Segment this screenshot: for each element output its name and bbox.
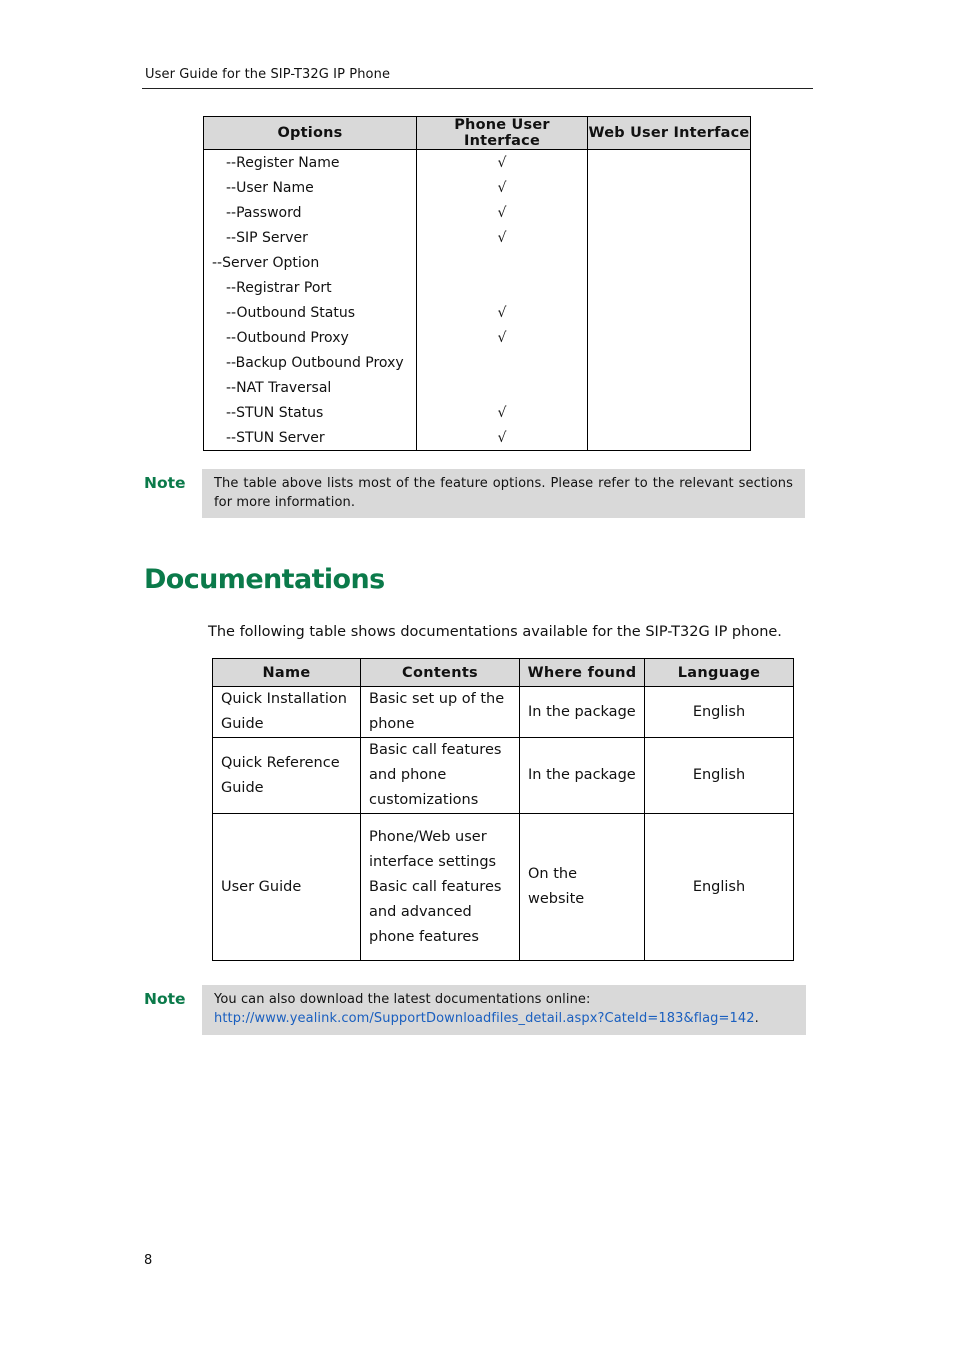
section-intro: The following table shows documentations available for the SIP-T32G IP phone. [208, 624, 782, 640]
option-name: --User Name [204, 175, 417, 200]
note-box [202, 469, 805, 518]
table-row [204, 425, 751, 451]
table-row [204, 150, 751, 176]
web-ui-check [588, 350, 751, 375]
phone-ui-check [417, 275, 588, 300]
note-box [202, 985, 806, 1035]
table-row [204, 375, 751, 400]
doc-name [213, 814, 361, 961]
documentation-table [212, 658, 794, 961]
doc-contents-line: Basic call features [369, 742, 502, 758]
note-label: Note [144, 474, 186, 492]
doc-contents-line: phone features [369, 928, 479, 945]
doc-language: English [645, 814, 794, 961]
table-row [204, 275, 751, 300]
doc-where-found: In the package [520, 687, 645, 738]
web-ui-check [588, 250, 751, 275]
table-row [204, 300, 751, 325]
table-row [213, 738, 794, 814]
doc-name-line: Guide [221, 716, 264, 732]
col-header-phone-ui: Phone User Interface [417, 117, 588, 150]
note-text: You can also download the latest documentations online: [214, 992, 591, 1007]
table-row [213, 687, 794, 738]
note-text: The table above lists most of the feature options. Please refer to the relevant sections for more information. [214, 476, 793, 510]
doc-where-found: On the website [520, 814, 645, 961]
section-heading: Documentations [144, 564, 385, 595]
table-row [204, 200, 751, 225]
options-table [203, 116, 751, 451]
doc-contents-line: interface settings [369, 853, 497, 870]
doc-contents-line: Phone/Web user [369, 828, 487, 845]
phone-ui-check: √ [417, 300, 588, 325]
running-header: User Guide for the SIP-T32G IP Phone [145, 67, 391, 82]
option-name: --Outbound Status [204, 300, 417, 325]
phone-ui-check [417, 250, 588, 275]
option-name: --Password [204, 200, 417, 225]
doc-where-found: In the package [520, 738, 645, 814]
phone-ui-check [417, 350, 588, 375]
table-row [204, 350, 751, 375]
table-row [204, 325, 751, 350]
option-name: --Backup Outbound Proxy [204, 350, 417, 375]
note-link-line [214, 1009, 794, 1028]
web-ui-check [588, 150, 751, 176]
col-header-options: Options [204, 117, 417, 150]
doc-contents-line: phone [369, 716, 415, 732]
doc-language: English [645, 687, 794, 738]
doc-language: English [645, 738, 794, 814]
web-ui-check [588, 425, 751, 451]
col-header-language: Language [645, 659, 794, 687]
note-label: Note [144, 990, 186, 1008]
phone-ui-check: √ [417, 200, 588, 225]
doc-name-line: User Guide [221, 878, 302, 895]
web-ui-check [588, 275, 751, 300]
option-name: --STUN Status [204, 400, 417, 425]
doc-contents-line: customizations [369, 792, 479, 808]
phone-ui-check: √ [417, 425, 588, 451]
web-ui-check [588, 225, 751, 250]
web-ui-check [588, 400, 751, 425]
web-ui-check [588, 175, 751, 200]
option-name: --STUN Server [204, 425, 417, 451]
option-name: --Outbound Proxy [204, 325, 417, 350]
col-header-contents: Contents [361, 659, 520, 687]
doc-name-line: Quick Reference [221, 754, 340, 771]
doc-name [213, 738, 361, 814]
table-row [204, 175, 751, 200]
col-header-where-found: Where found [520, 659, 645, 687]
doc-contents [361, 814, 520, 961]
phone-ui-check: √ [417, 225, 588, 250]
table-row [204, 250, 751, 275]
phone-ui-check: √ [417, 150, 588, 176]
table-row [204, 400, 751, 425]
doc-contents [361, 738, 520, 814]
note-link-suffix: . [754, 1011, 759, 1026]
page-number: 8 [144, 1253, 153, 1268]
doc-contents-line: and phone [369, 767, 447, 783]
phone-ui-check: √ [417, 175, 588, 200]
web-ui-check [588, 200, 751, 225]
doc-contents [361, 687, 520, 738]
web-ui-check [588, 325, 751, 350]
header-rule [142, 88, 813, 89]
doc-contents-line: Basic set up of the [369, 691, 505, 707]
doc-name-line: Guide [221, 779, 264, 796]
option-name: --Server Option [204, 250, 417, 275]
doc-table-header [213, 659, 794, 687]
web-ui-check [588, 375, 751, 400]
col-header-web-ui: Web User Interface [588, 117, 751, 150]
web-ui-check [588, 300, 751, 325]
option-name: --SIP Server [204, 225, 417, 250]
doc-contents-line: Basic call features [369, 878, 502, 895]
table-row [213, 814, 794, 961]
table-row [204, 225, 751, 250]
options-table-header [204, 117, 751, 150]
option-name: --Registrar Port [204, 275, 417, 300]
phone-ui-check: √ [417, 325, 588, 350]
doc-contents-line: and advanced [369, 903, 472, 920]
doc-name-line: Quick Installation [221, 691, 347, 707]
option-name: --Register Name [204, 150, 417, 176]
option-name: --NAT Traversal [204, 375, 417, 400]
phone-ui-check: √ [417, 400, 588, 425]
col-header-name: Name [213, 659, 361, 687]
phone-ui-check [417, 375, 588, 400]
doc-name [213, 687, 361, 738]
download-link[interactable]: http://www.yealink.com/SupportDownloadfiles_detail.aspx?CateId=183&flag=142 [214, 1011, 755, 1026]
